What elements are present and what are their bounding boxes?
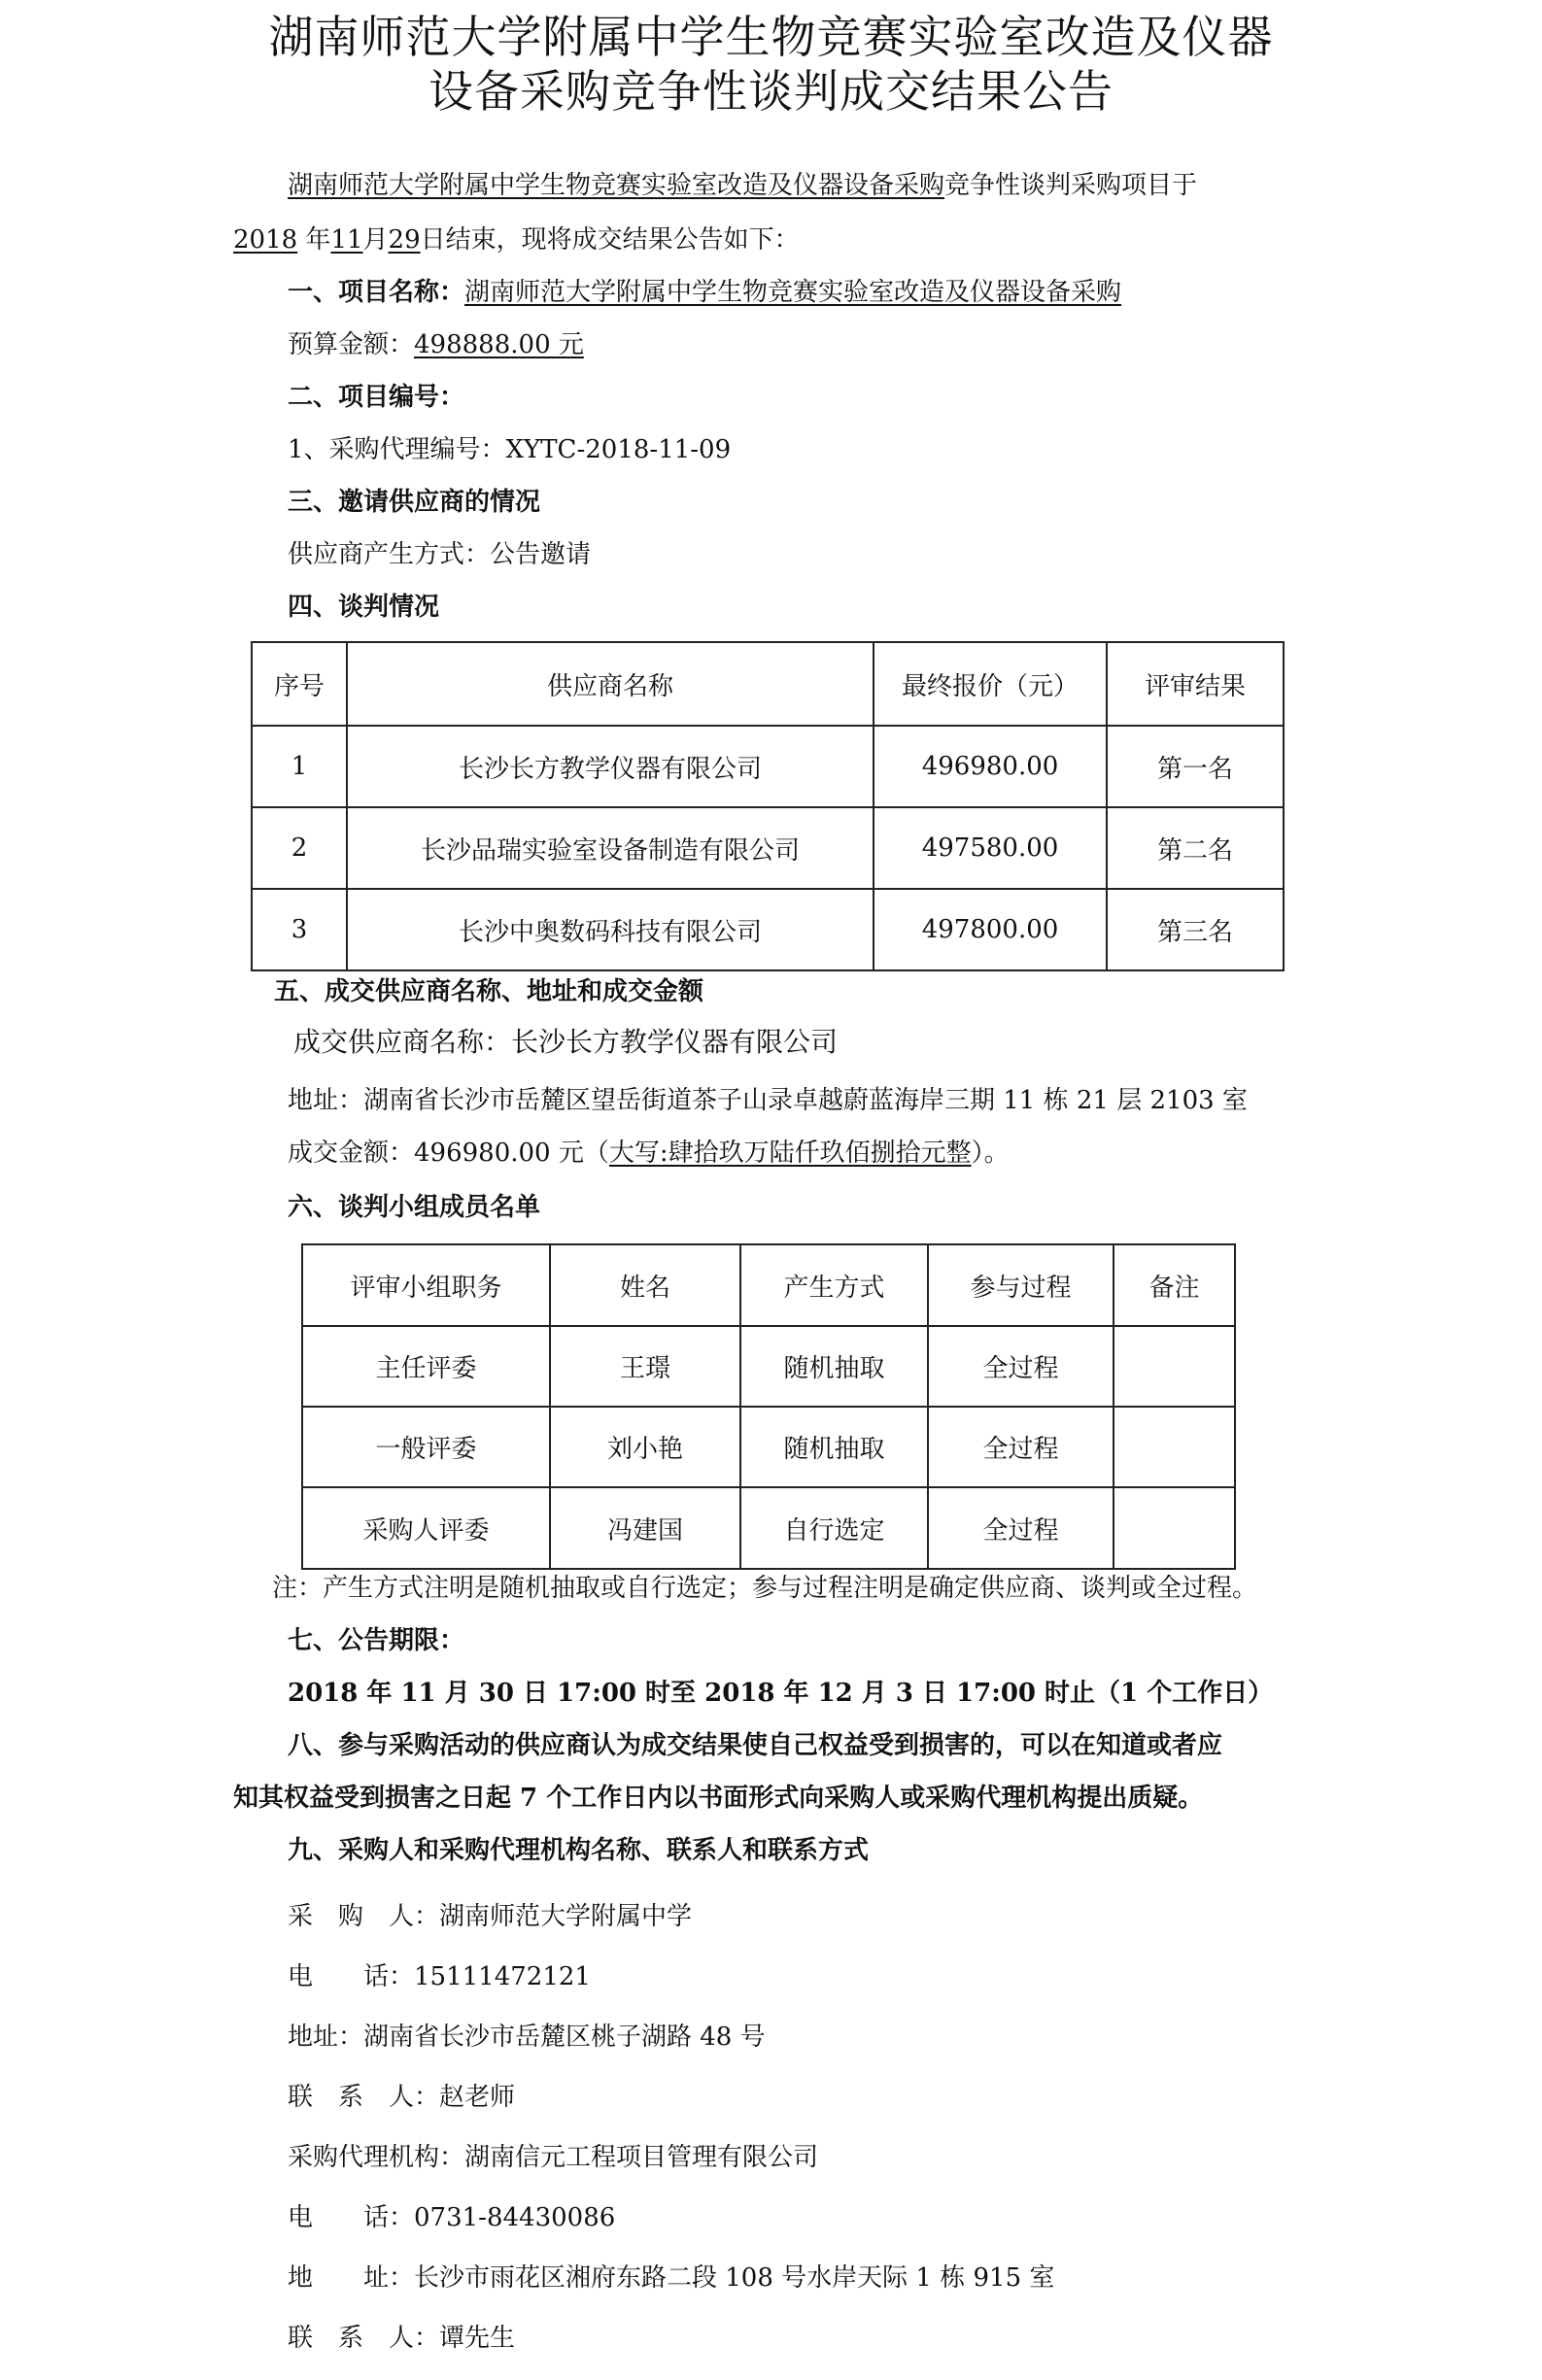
agency-phone: 电 话：0731-84430086 <box>288 2203 616 2232</box>
section3-heading: 三、邀请供应商的情况 <box>288 488 541 517</box>
column-header: 参与过程 <box>928 1244 1114 1326</box>
winning-supplier-address: 地址：湖南省长沙市岳麓区望岳街道茶子山录卓越蔚蓝海岸三期 11 栋 21 层 2103 室 <box>288 1086 1248 1115</box>
budget-line <box>288 328 584 361</box>
section8-line2: 知其权益受到损害之日起 7 个工作日内以书面形式向采购人或采购代理机构提出质疑。 <box>233 1784 1204 1813</box>
column-header: 供应商名称 <box>347 642 874 726</box>
intro-year-suffix: 年 <box>297 225 331 255</box>
project-name: 湖南师范大学附属中学生物竞赛实验室改造及仪器设备采购 <box>464 278 1122 307</box>
purchaser-contact: 联 系 人：赵老师 <box>288 2083 516 2112</box>
table-header-row <box>302 1244 1235 1326</box>
table-note: 注：产生方式注明是随机抽取或自行选定；参与过程注明是确定供应商、谈判或全过程。 <box>272 1574 1258 1603</box>
purchaser-phone: 电 话：15111472121 <box>288 1962 591 1991</box>
negotiation-table <box>251 641 1285 971</box>
table-cell: 全过程 <box>928 1487 1114 1569</box>
agency-contact: 联 系 人：谭先生 <box>288 2324 516 2353</box>
column-header: 产生方式 <box>740 1244 928 1326</box>
column-header: 评审结果 <box>1107 642 1284 726</box>
winning-supplier: 成交供应商名称：长沙长方教学仪器有限公司 <box>293 1026 839 1058</box>
table-cell: 497580.00 <box>874 807 1107 889</box>
deal-amount-caps: 大写:肆拾玖万陆仟玖佰捌拾元整 <box>608 1139 972 1168</box>
table-cell: 3 <box>252 889 347 970</box>
table-row <box>302 1407 1235 1487</box>
table-row <box>252 889 1284 970</box>
budget-value: 498888.00 元 <box>414 330 584 359</box>
column-header: 序号 <box>252 642 347 726</box>
table-cell: 长沙中奥数码科技有限公司 <box>347 889 874 970</box>
announcement-period: 2018 年 11 月 30 日 17:00 时至 2018 年 12 月 3 日 17:00 时止（1 个工作日） <box>288 1679 1274 1708</box>
table-header-row <box>252 642 1284 726</box>
table-cell: 王璟 <box>550 1326 740 1407</box>
intro-paragraph-line1 <box>288 169 1197 202</box>
deal-amount: 成交金额：496980.00 元（ <box>288 1139 609 1168</box>
purchaser-address: 地址：湖南省长沙市岳麓区桃子湖路 48 号 <box>288 2023 766 2052</box>
table-cell: 一般评委 <box>302 1407 550 1487</box>
budget-label: 预算金额： <box>288 330 415 359</box>
table-cell: 2 <box>252 807 347 889</box>
table-cell: 第二名 <box>1107 807 1284 889</box>
document-title-line2: 设备采购竞争性谈判成交结果公告 <box>428 65 1114 118</box>
table-cell: 冯建国 <box>550 1487 740 1569</box>
section7-heading: 七、公告期限： <box>288 1626 465 1655</box>
section1-heading: 一、项目名称： <box>288 278 465 307</box>
table-cell: 全过程 <box>928 1326 1114 1407</box>
table-cell: 第三名 <box>1107 889 1284 970</box>
table-cell: 自行选定 <box>740 1487 928 1569</box>
table-row <box>252 807 1284 889</box>
intro-end: 日结束，现将成交结果公告如下： <box>420 225 800 255</box>
section2-heading: 二、项目编号： <box>288 383 465 412</box>
table-cell: 主任评委 <box>302 1326 550 1407</box>
deal-amount-line <box>288 1137 1010 1170</box>
section1-line <box>288 276 1121 309</box>
column-header: 备注 <box>1114 1244 1235 1326</box>
intro-month: 11 <box>330 225 363 255</box>
section5-heading: 五、成交供应商名称、地址和成交金额 <box>274 977 704 1006</box>
section6-heading: 六、谈判小组成员名单 <box>288 1193 541 1222</box>
panel-members-table <box>301 1243 1236 1570</box>
table-cell: 随机抽取 <box>740 1326 928 1407</box>
column-header: 姓名 <box>550 1244 740 1326</box>
table-row <box>302 1487 1235 1569</box>
procurement-code: 1、采购代理编号：XYTC-2018-11-09 <box>288 435 732 464</box>
table-cell <box>1114 1487 1235 1569</box>
intro-month-suffix: 月 <box>362 225 389 255</box>
table-cell: 全过程 <box>928 1407 1114 1487</box>
table-cell: 496980.00 <box>874 726 1107 807</box>
table-cell: 随机抽取 <box>740 1407 928 1487</box>
intro-day: 29 <box>388 225 421 255</box>
table-cell: 497800.00 <box>874 889 1107 970</box>
table-cell: 长沙长方教学仪器有限公司 <box>347 726 874 807</box>
table-cell: 第一名 <box>1107 726 1284 807</box>
intro-project-name: 湖南师范大学附属中学生物竞赛实验室改造及仪器设备采购 <box>288 171 945 200</box>
table-row <box>252 726 1284 807</box>
table-cell <box>1114 1326 1235 1407</box>
agency-address: 地 址：长沙市雨花区湘府东路二段 108 号水岸天际 1 栋 915 室 <box>288 2263 1055 2293</box>
agency-name: 采购代理机构：湖南信元工程项目管理有限公司 <box>288 2143 819 2172</box>
section8-line1: 八、参与采购活动的供应商认为成交结果使自己权益受到损害的，可以在知道或者应 <box>288 1731 1223 1760</box>
column-header: 评审小组职务 <box>302 1244 550 1326</box>
table-cell: 采购人评委 <box>302 1487 550 1569</box>
intro-suffix: 竞争性谈判采购项目于 <box>944 171 1198 200</box>
purchaser-name: 采 购 人：湖南师范大学附属中学 <box>288 1902 693 1931</box>
document-title-line1: 湖南师范大学附属中学生物竞赛实验室改造及仪器 <box>268 11 1274 63</box>
table-cell <box>1114 1407 1235 1487</box>
table-row <box>302 1326 1235 1407</box>
intro-year: 2018 <box>233 225 298 255</box>
section9-heading: 九、采购人和采购代理机构名称、联系人和联系方式 <box>288 1836 870 1865</box>
column-header: 最终报价（元） <box>874 642 1107 726</box>
supplier-method: 供应商产生方式：公告邀请 <box>288 540 592 569</box>
section4-heading: 四、谈判情况 <box>288 593 440 622</box>
intro-paragraph-line2 <box>233 223 800 256</box>
table-cell: 刘小艳 <box>550 1407 740 1487</box>
deal-amount-end: ）。 <box>971 1139 1010 1168</box>
table-cell: 长沙品瑞实验室设备制造有限公司 <box>347 807 874 889</box>
table-cell: 1 <box>252 726 347 807</box>
